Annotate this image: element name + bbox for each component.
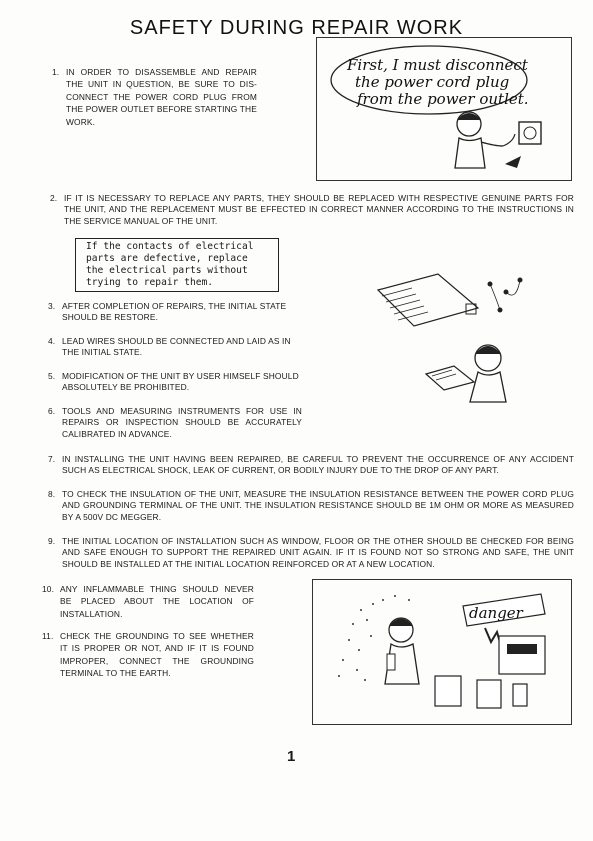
list-item [42, 630, 254, 680]
item-text: TO CHECK THE INSULATION OF THE UNIT, MEASURE THE INSULATION RESISTANCE BETWEEN THE POWER CORD PLUG AND GROUNDING TERMINAL OF THE UNIT. THE INSULATION RESISTANCE SHOULD BE 1M OHM OR MORE AS MEASURED BY A 500V DC MEGGER. [62, 489, 574, 522]
list-item [48, 454, 574, 477]
warning-box [75, 238, 279, 292]
item-text: CHECK THE GROUNDING TO SEE WHETHER IT IS PROPER OR NOT, AND IF IT IS FOUND IMPROPER, CONNECT THE GROUNDING TERMINAL TO THE EARTH. [60, 631, 254, 679]
warning-line: the electrical parts without [86, 265, 248, 276]
illustration-danger [312, 579, 572, 725]
list-item [48, 301, 302, 324]
page-number: 1 [287, 748, 296, 765]
item-text: AFTER COMPLETION OF REPAIRS, THE INITIAL STATE SHOULD BE RESTORE. [62, 301, 287, 323]
item-number: 5. [48, 371, 56, 381]
list-item [52, 66, 257, 128]
page-title: SAFETY DURING REPAIR WORK [129, 17, 464, 39]
list-item [48, 336, 302, 359]
speech-line-3: from the power outlet. [357, 90, 529, 108]
item-number: 4. [48, 336, 56, 346]
danger-sign-text: danger [469, 604, 523, 622]
illustration-unplug [316, 37, 572, 181]
item-text: MODIFICATION OF THE UNIT BY USER HIMSELF SHOULD ABSOLUTELY BE PROHIBITED. [62, 371, 299, 393]
speech-line-1: First, I must disconnect [347, 56, 528, 74]
item-text: THE INITIAL LOCATION OF INSTALLATION SUCH AS WINDOW, FLOOR OR THE OTHER SHOULD BE CHECKED FOR BEING AND SAFE ENOUGH TO SUPPORT THE REPAIRED UNIT AGAIN. IF IT IS FOUND NOT SO STRONG AND SAFE, THE UNIT SHOULD BE INSTALLED AT THE INITIAL LOCATION REINFORCED OR AT A NEW LOCATION. [62, 536, 574, 569]
item-number: 3. [48, 301, 56, 311]
speech-line-2: the power cord plug [355, 73, 510, 91]
manual-drawing [358, 262, 558, 422]
list-item [42, 583, 254, 620]
warning-line: parts are defective, replace [86, 253, 248, 264]
list-item [50, 193, 574, 227]
item-number: 10. [42, 584, 55, 594]
item-text: IN INSTALLING THE UNIT HAVING BEEN REPAIRED, BE CAREFUL TO PREVENT THE OCCURRENCE OF ANY ACCIDENT SUCH AS ELECTRICAL SHOCK, LEAK OF CURRENT, OR BODILY INJURY DUE TO THE DROP OF ANY PART. [62, 454, 574, 476]
warning-line: trying to repair them. [86, 277, 214, 288]
warning-line: If the contacts of electrical [86, 241, 254, 252]
item-text: IF IT IS NECESSARY TO REPLACE ANY PARTS, THEY SHOULD BE REPLACED WITH RESPECTIVE GENUINE PARTS FOR THE UNIT, AND THE REPLACEMENT MUST BE EFFECTED IN CORRECT MANNER ACCORDING TO THE INSTRUCTIONS IN THE SERVICE MANUAL OF THE UNIT. [64, 193, 574, 226]
illustration-manual-reading [358, 262, 558, 422]
item-number: 7. [48, 454, 56, 464]
danger-drawing [313, 580, 571, 724]
unplug-drawing [317, 38, 571, 180]
item-text: ANY INFLAMMABLE THING SHOULD NEVER BE PLACED ABOUT THE LOCATION OF INSTALLATION. [60, 584, 254, 619]
list-item [48, 489, 574, 523]
list-item [48, 536, 574, 570]
list-item [48, 371, 304, 394]
item-number: 6. [48, 406, 56, 416]
item-number: 2. [50, 193, 58, 203]
item-number: 11. [42, 631, 54, 641]
item-text: TOOLS AND MEASURING INSTRUMENTS FOR USE IN REPAIRS OR INSPECTION SHOULD BE ACCURATELY CALIBRATED IN ADVANCE. [62, 406, 302, 439]
item-number: 1. [52, 67, 60, 77]
item-number: 9. [48, 536, 56, 546]
item-text: IN ORDER TO DISASSEMBLE AND REPAIR THE UNIT IN QUESTION, BE SURE TO DIS- CONNECT THE POWER CORD PLUG FROM THE POWER OUTLET BEFORE STARTING THE WORK. [66, 67, 257, 127]
item-text: LEAD WIRES SHOULD BE CONNECTED AND LAID AS IN THE INITIAL STATE. [62, 336, 291, 358]
list-item [48, 406, 302, 440]
item-number: 8. [48, 489, 56, 499]
